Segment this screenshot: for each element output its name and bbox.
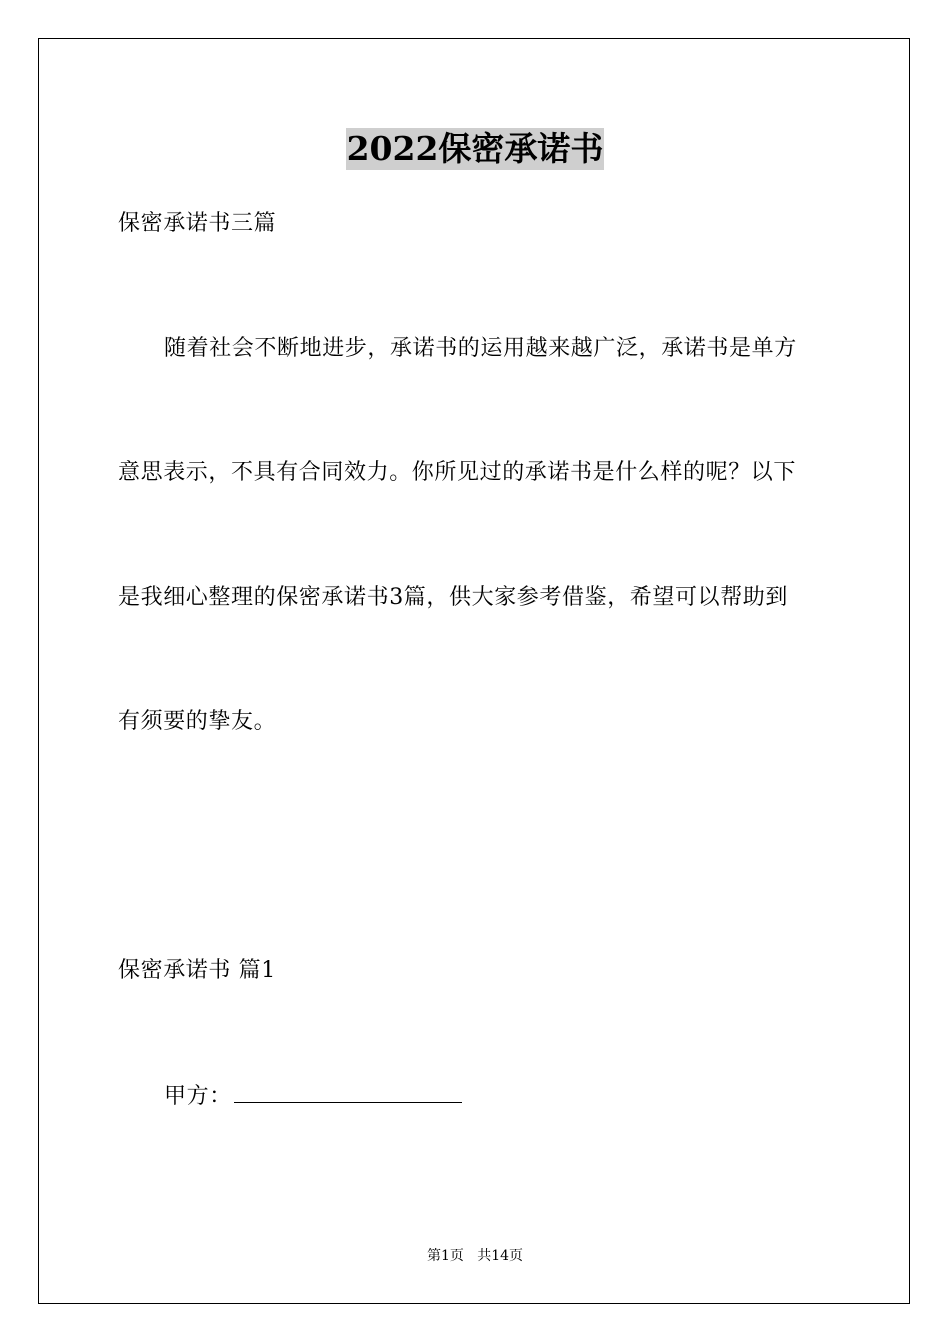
party-a-blank-line — [234, 1082, 462, 1103]
title-container — [0, 128, 950, 170]
document-title: 2022保密承诺书 — [346, 129, 604, 168]
intro-line-2: 意思表示，不具有合同效力。你所见过的承诺书是什么样的呢？以下 — [118, 460, 797, 485]
party-a-label: 甲方： — [164, 1084, 232, 1109]
document-subtitle: 保密承诺书三篇 — [118, 211, 277, 236]
intro-line-1: 随着社会不断地进步，承诺书的运用越来越广泛，承诺书是单方 — [164, 336, 797, 361]
intro-line-4: 有须要的挚友。 — [118, 709, 277, 734]
page-footer: 第1页 共14页 — [426, 1248, 524, 1264]
section-heading: 保密承诺书 篇1 — [118, 958, 276, 983]
party-a-row — [164, 1082, 462, 1111]
intro-line-3: 是我细心整理的保密承诺书3篇，供大家参考借鉴，希望可以帮助到 — [118, 585, 788, 610]
